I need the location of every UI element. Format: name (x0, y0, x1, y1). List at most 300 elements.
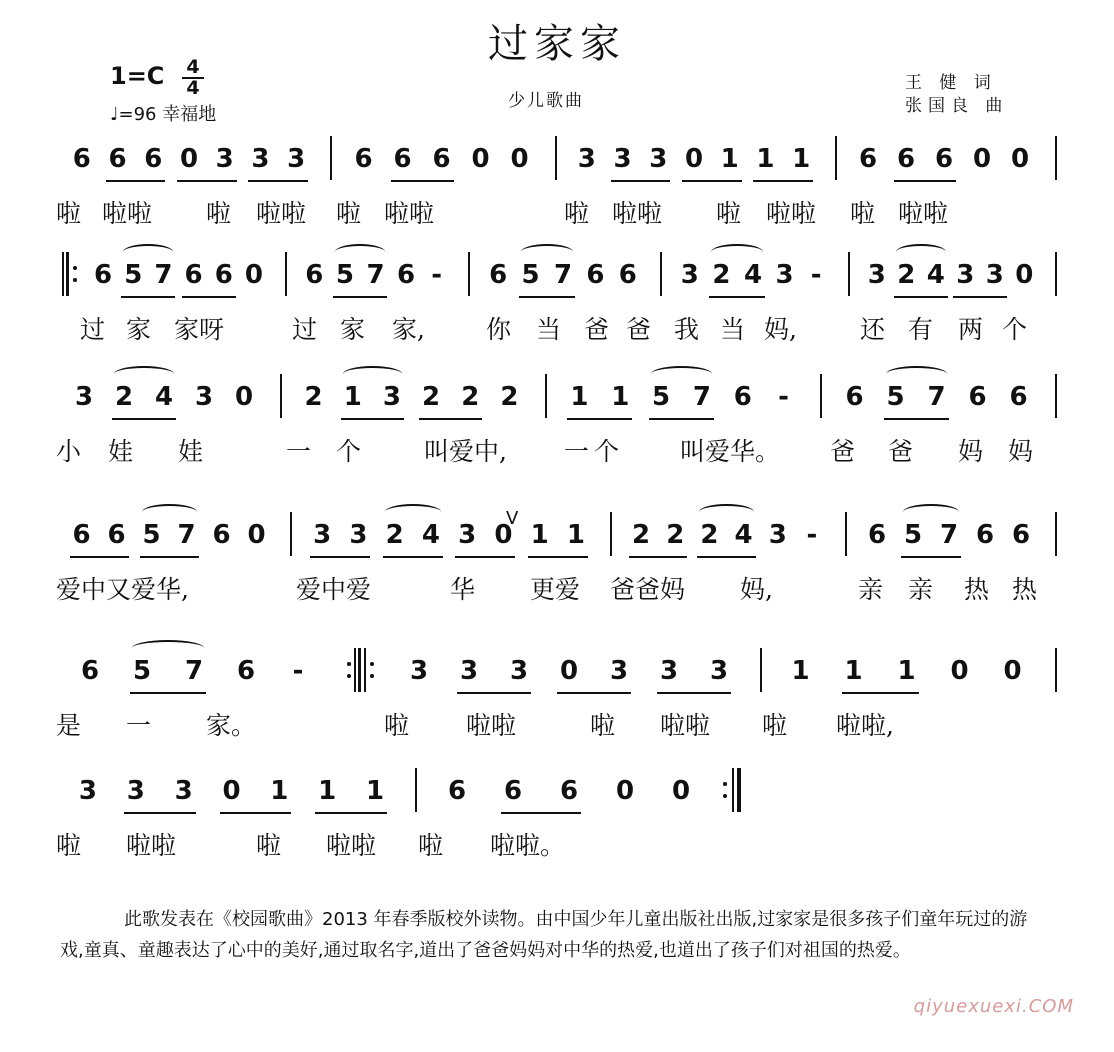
lyrics-row (0, 194, 1114, 230)
beam (901, 556, 961, 558)
slur (699, 504, 753, 520)
lyrics-row (0, 570, 1114, 606)
note: 1 (270, 776, 289, 806)
lyric-syllable: 家 (340, 315, 366, 344)
note: 6 (896, 144, 916, 174)
note: 0 (615, 776, 635, 806)
barline (415, 768, 417, 812)
lyric-syllable: 有 (908, 315, 934, 344)
slur (385, 504, 441, 520)
note: 5 (124, 260, 143, 290)
note: 2 (700, 520, 719, 550)
lyric-syllable: 当 (720, 315, 746, 344)
lyric-syllable: 亲 (858, 575, 884, 604)
notes-row (0, 504, 1114, 564)
note: 7 (366, 260, 385, 290)
note: 3 (215, 144, 234, 174)
beam (121, 296, 175, 298)
repeat-end-sign (722, 768, 752, 812)
lyricist-credit: 王 健 词 (905, 73, 997, 93)
note: 1 (791, 656, 810, 686)
beam (182, 296, 236, 298)
note: - (431, 260, 443, 290)
meter-bottom: 4 (186, 77, 200, 99)
note: 6 (618, 260, 637, 290)
note: 3 (313, 520, 332, 550)
note: 2 (114, 382, 134, 412)
song-title: 过家家 (488, 21, 626, 67)
note: 1 (611, 382, 630, 412)
note: 0 (179, 144, 199, 174)
note: 3 (613, 144, 632, 174)
lyric-syllable: 爸 (626, 315, 652, 344)
note: 4 (926, 260, 945, 290)
note: 3 (251, 144, 270, 174)
note: 3 (458, 520, 477, 550)
beam (391, 180, 454, 182)
barline (545, 374, 547, 418)
beam (753, 180, 813, 182)
beam (112, 418, 176, 420)
lyric-syllable: 啦啦。 (490, 831, 566, 860)
lyric-syllable: 当 (536, 315, 562, 344)
lyric-syllable: 你 (486, 315, 512, 344)
lyric-syllable: 啦啦 (766, 199, 817, 228)
beam (697, 556, 755, 558)
note: 3 (768, 520, 787, 550)
barline (280, 374, 282, 418)
note: 0 (972, 144, 992, 174)
beam (130, 692, 206, 694)
slur (896, 244, 946, 260)
staff-line-1 (0, 128, 1114, 248)
staff-line-6 (0, 760, 1114, 880)
note: 2 (461, 382, 480, 412)
note: 0 (1003, 656, 1022, 686)
note: 1 (844, 656, 863, 686)
staff-line-3 (0, 366, 1114, 486)
lyrics-row (0, 310, 1114, 346)
note: 1 (720, 144, 739, 174)
notes-row (0, 366, 1114, 426)
beam (528, 556, 588, 558)
repeat-end-start-sign (346, 648, 386, 692)
beam (457, 692, 531, 694)
lyric-syllable: 啦啦, (836, 711, 894, 740)
lyric-syllable: 是 (56, 711, 82, 740)
note: 0 (671, 776, 691, 806)
note: 1 (566, 520, 585, 550)
lyric-syllable: 啦啦 (898, 199, 949, 228)
note: 0 (510, 144, 529, 174)
note: 3 (509, 656, 529, 686)
note: 6 (305, 260, 324, 290)
beam (177, 180, 237, 182)
time-signature (180, 58, 206, 98)
beam (315, 812, 387, 814)
note: 2 (632, 520, 651, 550)
note: 0 (222, 776, 241, 806)
beam (842, 692, 919, 694)
lyric-syllable: 爸爸妈 (610, 575, 686, 604)
note: 3 (985, 260, 1004, 290)
note: 2 (385, 520, 404, 550)
note: 5 (142, 520, 161, 550)
note: 6 (858, 144, 878, 174)
note: - (778, 382, 789, 412)
note: 1 (897, 656, 916, 686)
note: 3 (956, 260, 975, 290)
lyric-syllable: 啦 (336, 199, 362, 228)
lyric-syllable: 个 (336, 437, 362, 466)
lyrics-row (0, 826, 1114, 862)
slur (651, 366, 712, 382)
note: - (806, 520, 818, 550)
note: 3 (680, 260, 699, 290)
lyric-syllable: 啦啦 (256, 199, 307, 228)
notes-row (0, 760, 1114, 820)
note: 2 (500, 382, 519, 412)
lyric-syllable: 啦 (206, 199, 232, 228)
barline (820, 374, 822, 418)
lyric-syllable: 啦 (716, 199, 742, 228)
note: 6 (432, 144, 451, 174)
note: 7 (692, 382, 711, 412)
note: 0 (471, 144, 490, 174)
note: 6 (354, 144, 373, 174)
note: 5 (886, 382, 905, 412)
lyric-syllable: 家呀 (174, 315, 225, 344)
note: - (810, 260, 822, 290)
lyric-syllable: 两 (958, 315, 984, 344)
tempo-marking: ♩=96 幸福地 (110, 104, 217, 125)
lyric-syllable: 啦啦 (326, 831, 377, 860)
note: 6 (80, 656, 100, 686)
note: 0 (1010, 144, 1030, 174)
beam (220, 812, 292, 814)
note: 3 (649, 144, 668, 174)
credits (905, 72, 1008, 118)
note: 7 (939, 520, 959, 550)
note: 5 (335, 260, 354, 290)
footnote-text: 此歌发表在《校园歌曲》2013 年春季版校外读物。由中国少年儿童出版社出版,过家家是很多孩子们童年玩过的游戏,童真、童趣表达了心中的美好,通过取名字,道出了爸爸妈妈对中华的热爱,也道出了孩子们对祖国的热爱。 (60, 909, 1028, 961)
note: 3 (577, 144, 596, 174)
composer-credit: 张国良 曲 (905, 96, 1009, 116)
barline (290, 512, 292, 556)
note: 5 (132, 656, 152, 686)
slur (142, 504, 197, 520)
lyric-syllable: 爸 (830, 437, 856, 466)
note: 3 (867, 260, 886, 290)
barline (1055, 136, 1057, 180)
note: 6 (397, 260, 416, 290)
lyric-syllable: 爱中爱 (296, 575, 372, 604)
beam (611, 180, 671, 182)
genre-label: 少儿歌曲 (508, 91, 584, 111)
barline (1055, 252, 1057, 296)
note: 2 (712, 260, 731, 290)
slur (521, 244, 573, 260)
lyric-syllable: 啦啦 (660, 711, 711, 740)
lyric-syllable: 叫爱华。 (680, 437, 781, 466)
slur (886, 366, 947, 382)
note: 3 (74, 382, 94, 412)
lyric-syllable: 亲 (908, 575, 934, 604)
lyric-syllable: 家 (126, 315, 152, 344)
notes-row (0, 128, 1114, 188)
note: 3 (174, 776, 193, 806)
lyric-syllable: 啦 (384, 711, 410, 740)
beam (124, 812, 196, 814)
beam (629, 556, 687, 558)
beam (894, 180, 956, 182)
beam (248, 180, 308, 182)
note: 6 (108, 144, 127, 174)
lyric-syllable: 啦啦 (102, 199, 153, 228)
note: 3 (126, 776, 145, 806)
lyrics-row (0, 432, 1114, 468)
barline (1055, 374, 1057, 418)
notes-row (0, 640, 1114, 700)
note: 6 (144, 144, 163, 174)
note: 4 (421, 520, 440, 550)
lyric-syllable: 啦啦 (466, 711, 517, 740)
note: 1 (366, 776, 385, 806)
note: 6 (968, 382, 987, 412)
beam (140, 556, 199, 558)
lyric-syllable: 妈, (764, 315, 797, 344)
beam (106, 180, 166, 182)
note: 3 (459, 656, 479, 686)
repeat-start-sign (62, 252, 76, 296)
barline (555, 136, 557, 180)
lyric-syllable: 一 (564, 437, 590, 466)
note: 5 (652, 382, 671, 412)
note: 3 (409, 656, 429, 686)
note: 2 (897, 260, 916, 290)
note: 2 (422, 382, 441, 412)
lyric-syllable: 妈, (740, 575, 773, 604)
lyric-syllable: 妈 (1008, 437, 1034, 466)
lyric-syllable: 个 (594, 437, 620, 466)
lyric-syllable: 啦 (762, 711, 788, 740)
lyric-syllable: 爱中又爱华, (56, 575, 189, 604)
beam (884, 418, 949, 420)
footnote (60, 904, 1040, 966)
lyric-syllable: 啦 (590, 711, 616, 740)
lyric-syllable: 叫爱中, (424, 437, 507, 466)
barline (468, 252, 470, 296)
note: 4 (743, 260, 763, 290)
note: 6 (72, 144, 91, 174)
breath-mark: V (506, 508, 519, 529)
staff-line-5 (0, 640, 1114, 760)
note: 6 (107, 520, 126, 550)
beam (341, 418, 404, 420)
note: 0 (234, 382, 254, 412)
lyric-syllable: 华 (450, 575, 476, 604)
note: 0 (1015, 260, 1034, 290)
lyric-syllable: 一 (126, 711, 152, 740)
note: 7 (927, 382, 946, 412)
beam (953, 296, 1007, 298)
lyric-syllable: 娃 (108, 437, 134, 466)
barline (660, 252, 662, 296)
note: 3 (609, 656, 629, 686)
lyric-syllable: 热 (1012, 575, 1038, 604)
note: 6 (934, 144, 954, 174)
beam (567, 418, 632, 420)
note: 6 (489, 260, 508, 290)
note: 5 (903, 520, 923, 550)
slur (343, 366, 402, 382)
note: 4 (154, 382, 174, 412)
note: 3 (709, 656, 729, 686)
note: 6 (975, 520, 995, 550)
lyric-syllable: 娃 (178, 437, 204, 466)
barline (1055, 648, 1057, 692)
note: 7 (553, 260, 573, 290)
note: 3 (194, 382, 214, 412)
lyric-syllable: 过 (80, 315, 106, 344)
note: 6 (236, 656, 256, 686)
note: 6 (94, 260, 113, 290)
slur (123, 244, 173, 260)
lyric-syllable: 一 (286, 437, 312, 466)
note: 7 (184, 656, 204, 686)
note: 1 (530, 520, 549, 550)
slur (711, 244, 763, 260)
note: 0 (684, 144, 704, 174)
lyric-syllable: 啦 (56, 199, 82, 228)
slur (335, 244, 386, 260)
lyric-syllable: 啦 (418, 831, 444, 860)
note: 3 (349, 520, 368, 550)
lyric-syllable: 更爱 (530, 575, 581, 604)
lyric-syllable: 小 (56, 437, 82, 466)
note: 6 (393, 144, 412, 174)
beam (709, 296, 765, 298)
note: 0 (247, 520, 266, 550)
note: 3 (287, 144, 306, 174)
meter-top: 4 (186, 56, 200, 78)
note: 0 (950, 656, 969, 686)
note: 0 (494, 520, 513, 550)
note: 1 (792, 144, 811, 174)
lyric-syllable: 过 (292, 315, 318, 344)
beam (501, 812, 581, 814)
beam (894, 296, 948, 298)
barline (835, 136, 837, 180)
note: 6 (867, 520, 887, 550)
note: 3 (659, 656, 679, 686)
barline (610, 512, 612, 556)
note: 6 (212, 520, 231, 550)
note: 2 (666, 520, 685, 550)
lyric-syllable: 个 (1002, 315, 1028, 344)
beam (557, 692, 631, 694)
note: 4 (734, 520, 753, 550)
watermark: qiyuexuexi.COM (913, 996, 1074, 1017)
note: 1 (756, 144, 775, 174)
lyric-syllable: 啦啦 (126, 831, 177, 860)
barline (330, 136, 332, 180)
note: 6 (184, 260, 203, 290)
lyric-syllable: 妈 (958, 437, 984, 466)
barline (760, 648, 762, 692)
barline (848, 252, 850, 296)
note: 6 (72, 520, 91, 550)
note: 1 (343, 382, 362, 412)
lyric-syllable: 爸 (584, 315, 610, 344)
lyric-syllable: 啦啦 (384, 199, 435, 228)
note: 6 (586, 260, 605, 290)
note: 6 (447, 776, 467, 806)
note: 0 (559, 656, 579, 686)
slur (114, 366, 174, 382)
beam (419, 418, 482, 420)
staff-line-2 (0, 244, 1114, 364)
note: 6 (214, 260, 233, 290)
note: 2 (304, 382, 323, 412)
lyrics-row (0, 706, 1114, 742)
beam (383, 556, 443, 558)
lyric-syllable: 啦 (850, 199, 876, 228)
note: 6 (1009, 382, 1028, 412)
lyric-syllable: 啦 (564, 199, 590, 228)
lyric-syllable: 家, (392, 315, 425, 344)
beam (682, 180, 742, 182)
slur (132, 640, 204, 656)
lyric-syllable: 啦 (56, 831, 82, 860)
slur (903, 504, 959, 520)
beam (333, 296, 388, 298)
notes-row (0, 244, 1114, 304)
note: 6 (733, 382, 752, 412)
note: 5 (521, 260, 540, 290)
beam (657, 692, 731, 694)
barline (285, 252, 287, 296)
note: 3 (382, 382, 401, 412)
note: - (292, 656, 304, 686)
lyric-syllable: 我 (674, 315, 700, 344)
lyric-syllable: 家。 (206, 711, 257, 740)
lyric-syllable: 啦 (256, 831, 282, 860)
staff-line-4 (0, 504, 1114, 624)
barline (845, 512, 847, 556)
lyric-syllable: 热 (964, 575, 990, 604)
lyric-syllable: 啦啦 (612, 199, 663, 228)
lyric-syllable: 爸 (888, 437, 914, 466)
beam (310, 556, 370, 558)
beam (649, 418, 714, 420)
key-signature: 1=C (110, 62, 165, 90)
beam (70, 556, 129, 558)
note: 6 (503, 776, 523, 806)
note: 6 (559, 776, 579, 806)
note: 6 (1011, 520, 1031, 550)
note: 0 (244, 260, 263, 290)
note: 3 (775, 260, 794, 290)
lyric-syllable: 还 (860, 315, 886, 344)
note: 7 (154, 260, 173, 290)
note: 6 (845, 382, 864, 412)
barline (1055, 512, 1057, 556)
note: 7 (177, 520, 196, 550)
note: 1 (570, 382, 589, 412)
note: 1 (318, 776, 337, 806)
beam (455, 556, 515, 558)
